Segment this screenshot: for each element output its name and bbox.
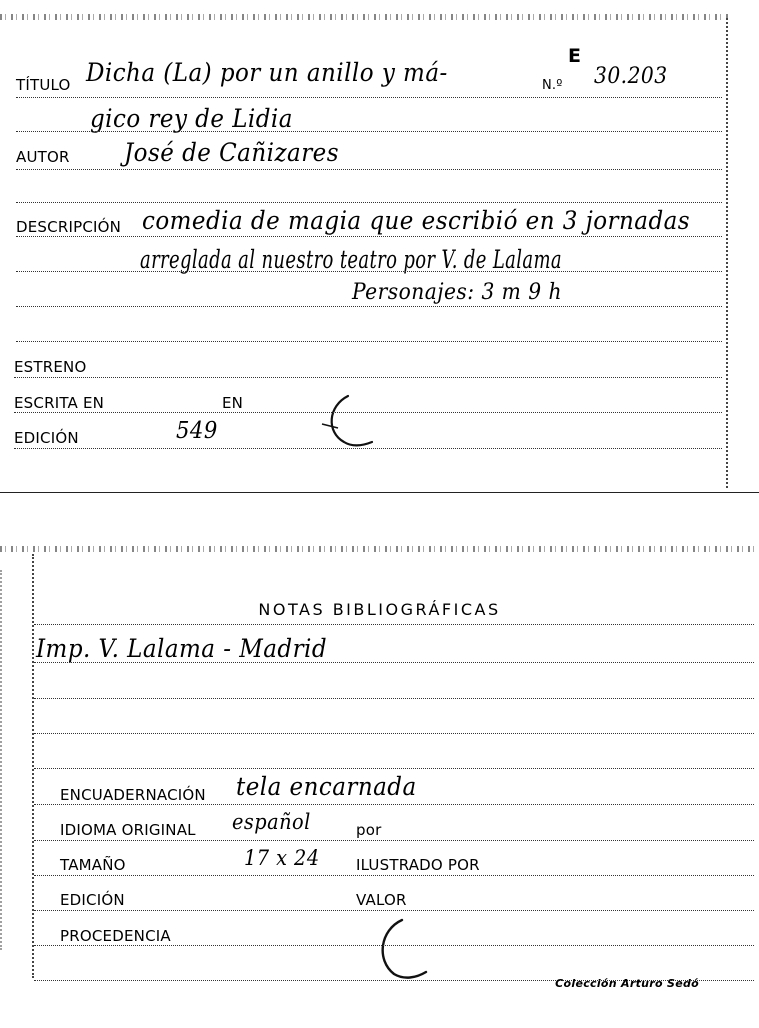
- autor-rule: [16, 169, 722, 170]
- encuadernacion-rule: [34, 804, 754, 805]
- size-value: 17 x 24: [244, 846, 320, 870]
- por-label: por: [356, 821, 382, 839]
- notes-rule-3: [34, 698, 754, 699]
- description-line2: arreglada al nuestro teatro por V. de Lalama: [140, 245, 562, 274]
- catalog-card-top: [0, 0, 759, 492]
- tamano-rule: [34, 875, 754, 876]
- edicion-rule-bottom: [34, 910, 754, 911]
- edicion-label-bottom: EDICIÓN: [60, 891, 125, 909]
- title-line2: gico rey de Lidia: [90, 104, 293, 133]
- title-line1: Dicha (La) por un anillo y má-: [86, 58, 448, 87]
- card-bottom-edge: [0, 546, 759, 552]
- estreno-label: ESTRENO: [14, 358, 87, 376]
- desc3-rule: [16, 306, 722, 307]
- escrita-en-label: ESCRITA EN: [14, 394, 105, 412]
- descripcion-label: DESCRIPCIÓN: [16, 218, 122, 236]
- procedencia-rule: [34, 945, 754, 946]
- notes-heading: NOTAS BIBLIOGRÁFICAS: [258, 600, 501, 619]
- escrita-rule: [14, 412, 722, 413]
- notes-rule-1: [34, 624, 754, 625]
- description-line1: comedia de magia que escribió en 3 jornadas: [142, 206, 691, 235]
- titulo-rule: [16, 97, 722, 98]
- descripcion-rule: [16, 236, 722, 237]
- notes-line1: Imp. V. Lalama - Madrid: [36, 634, 328, 663]
- encuadernacion-label: ENCUADERNACIÓN: [60, 786, 206, 804]
- tamano-label: TAMAÑO: [60, 856, 126, 874]
- titulo-label: TÍTULO: [16, 76, 71, 94]
- title2-rule: [16, 131, 722, 132]
- edicion-label: EDICIÓN: [14, 429, 79, 447]
- notes-rule-4: [34, 733, 754, 734]
- stamp-mark-top: [318, 392, 388, 452]
- binding-value: tela encarnada: [236, 772, 417, 801]
- en-label: EN: [222, 394, 244, 412]
- card-left-edge-2: [0, 570, 2, 950]
- card-divider: [0, 492, 759, 493]
- card-letter: E: [568, 45, 582, 67]
- description-line3: Personajes: 3 m 9 h: [352, 280, 562, 305]
- card-right-edge: [726, 18, 728, 488]
- blank-rule-1: [16, 202, 722, 203]
- desc2-rule: [16, 271, 722, 272]
- edition-value: 549: [176, 418, 218, 444]
- valor-label: VALOR: [356, 891, 407, 909]
- card-number: 30.203: [594, 64, 668, 89]
- collection-footer: Colección Arturo Sedó: [555, 977, 699, 990]
- procedencia-label: PROCEDENCIA: [60, 927, 171, 945]
- blank-rule-2: [16, 341, 722, 342]
- edicion-rule: [14, 448, 722, 449]
- estreno-rule: [14, 377, 722, 378]
- idioma-rule: [34, 840, 754, 841]
- stamp-mark-bottom: [366, 916, 436, 986]
- catalog-card-bottom: [0, 540, 759, 1028]
- idioma-label: IDIOMA ORIGINAL: [60, 821, 196, 839]
- autor-label: AUTOR: [16, 148, 70, 166]
- author-value: José de Cañizares: [124, 138, 339, 167]
- ilustrado-label: ILUSTRADO POR: [356, 856, 480, 874]
- language-value: español: [232, 810, 311, 834]
- numero-label: N.º: [542, 78, 563, 93]
- card-top-edge: [0, 14, 728, 20]
- notes-rule-2: [34, 662, 754, 663]
- notes-rule-5: [34, 768, 754, 769]
